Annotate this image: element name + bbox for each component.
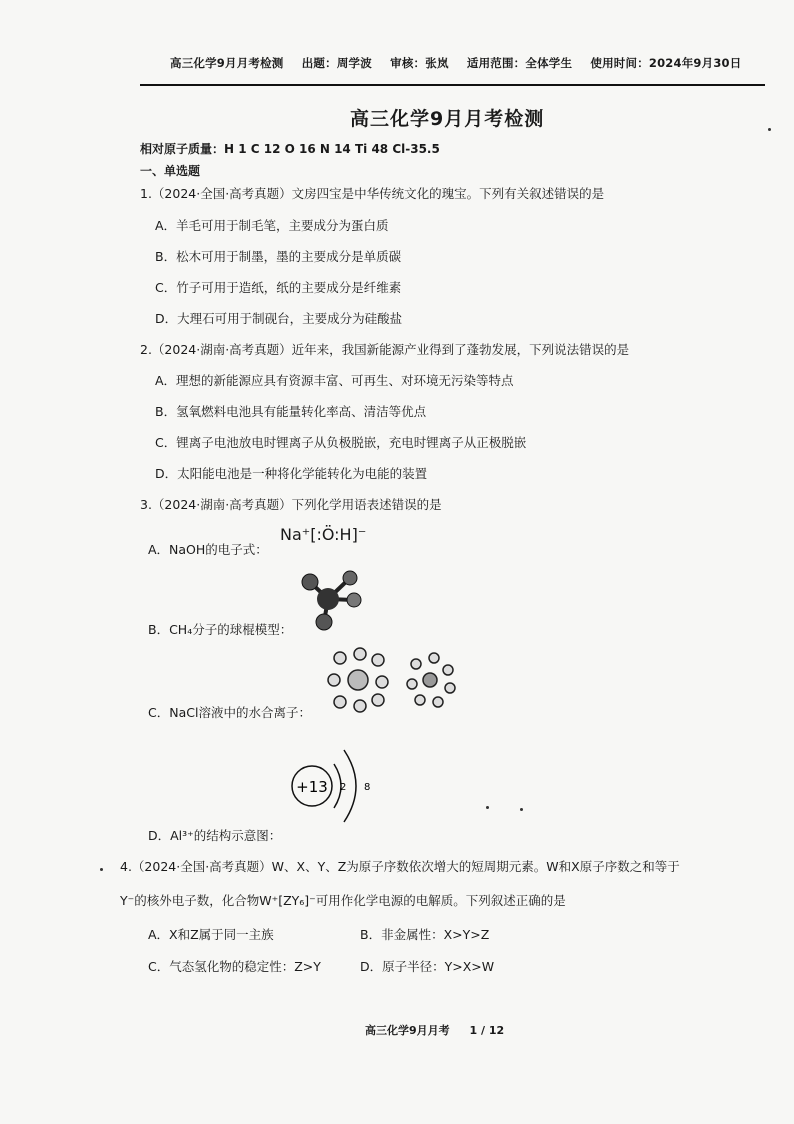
header-reviewer: 审核：张岚 [390, 56, 449, 70]
footer-label: 高三化学9月月考 [365, 1024, 450, 1037]
question-4-stem-line1: 4.（2024·全国·高考真题）W、X、Y、Z为原子序数依次增大的短周期元素。W和X原子序数之和等于 [120, 859, 680, 874]
question-4-option-c: C．气态氢化物的稳定性：Z>Y [148, 959, 321, 974]
hydrated-ions-diagram [320, 646, 470, 716]
nucleus-charge: +13 [296, 778, 328, 796]
question-2-option-c: C．锂离子电池放电时锂离子从负极脱嵌，充电时锂离子从正极脱嵌 [155, 435, 527, 450]
question-4-stem-line2: Y⁻的核外电子数，化合物W⁺[ZY₆]⁻可用作化学电源的电解质。下列叙述正确的是 [120, 893, 566, 908]
question-4-option-d: D．原子半径：Y>X>W [360, 959, 495, 974]
scan-speck [100, 868, 103, 871]
page-number: 1 / 12 [469, 1024, 505, 1037]
question-1-option-c: C．竹子可用于造纸，纸的主要成分是纤维素 [155, 280, 402, 295]
question-2-option-d: D．太阳能电池是一种将化学能转化为电能的装置 [155, 466, 428, 481]
question-4-option-b: B．非金属性：X>Y>Z [360, 927, 490, 942]
question-1-option-d: D．大理石可用于制砚台，主要成分为硅酸盐 [155, 311, 403, 326]
header-exam: 高三化学9月月考检测 [170, 56, 284, 70]
header-author: 出题：周学波 [301, 56, 372, 70]
question-3-option-c: C．NaCl溶液中的水合离子： [148, 705, 311, 720]
atomic-masses: 相对原子质量：H 1 C 12 O 16 N 14 Ti 48 Cl-35.5 [140, 142, 440, 156]
question-3-stem: 3.（2024·湖南·高考真题）下列化学用语表述错误的是 [140, 497, 442, 512]
scan-speck [486, 806, 489, 809]
page-header [170, 55, 755, 71]
question-1-option-a: A．羊毛可用于制毛笔，主要成分为蛋白质 [155, 218, 389, 233]
question-3-option-d: D．Al³⁺的结构示意图： [148, 828, 282, 843]
question-4-option-a: A．X和Z属于同一主族 [148, 927, 274, 942]
page-footer [365, 1022, 520, 1038]
header-divider [140, 84, 765, 86]
header-date: 使用时间：2024年9月30日 [590, 56, 742, 70]
question-2-option-b: B．氢氧燃料电池具有能量转化率高、清洁等优点 [155, 404, 427, 419]
question-3-option-b: B．CH₄分子的球棍模型： [148, 622, 293, 637]
section-heading: 一、单选题 [140, 164, 201, 178]
page-title: 高三化学9月月考检测 [350, 108, 545, 130]
question-1-stem: 1.（2024·全国·高考真题）文房四宝是中华传统文化的瑰宝。下列有关叙述错误的是 [140, 186, 605, 201]
scan-speck [520, 808, 523, 811]
question-2-option-a: A．理想的新能源应具有资源丰富、可再生、对环境无污染等特点 [155, 373, 514, 388]
shell-2-count: 8 [364, 782, 371, 793]
scan-speck [768, 128, 771, 131]
header-scope: 适用范围：全体学生 [466, 56, 573, 70]
question-1-option-b: B．松木可用于制墨，墨的主要成分是单质碳 [155, 249, 402, 264]
question-3-option-a: A．NaOH的电子式： [148, 542, 268, 557]
shell-1-count: 2 [340, 782, 347, 793]
naoh-electron-formula: Na⁺[:Ö:H]⁻ [280, 525, 367, 544]
ch4-ball-stick-model [296, 566, 366, 632]
question-2-stem: 2.（2024·湖南·高考真题）近年来，我国新能源产业得到了蓬勃发展，下列说法错误的是 [140, 342, 630, 357]
al-ion-structure-diagram [284, 736, 404, 836]
